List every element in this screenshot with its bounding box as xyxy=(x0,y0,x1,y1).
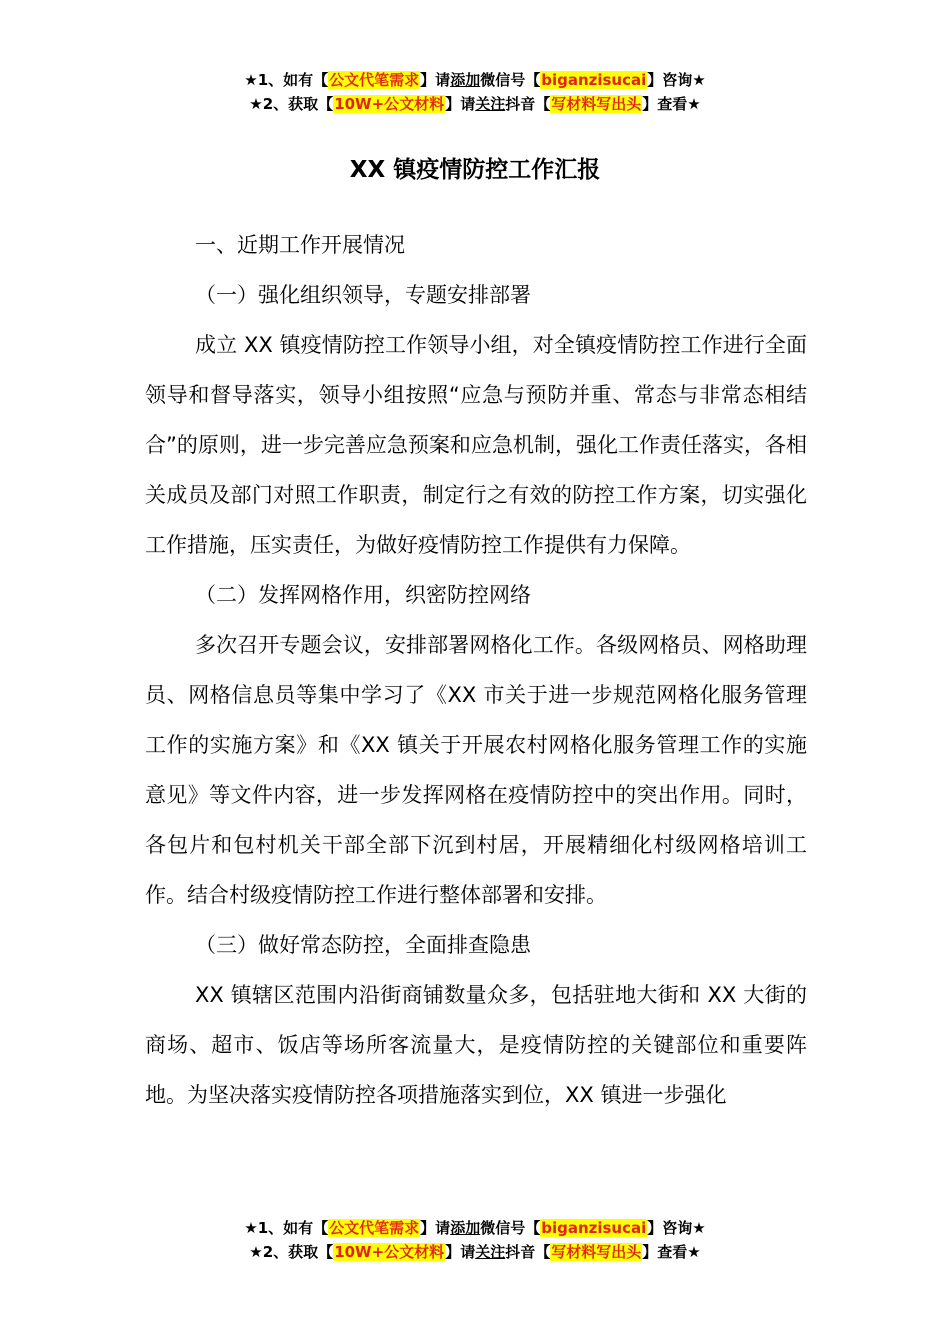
document-body xyxy=(145,220,807,1120)
banner-highlight: biganzisucai xyxy=(541,1219,647,1237)
banner-line-2 xyxy=(0,1240,950,1264)
banner-highlight: 公文代笔需求 xyxy=(329,1219,420,1237)
banner-highlight: 写材料写出头 xyxy=(551,95,642,113)
subsection-heading: （二）发挥网格作用，织密防控网络 xyxy=(194,583,531,607)
subsection-heading: （三）做好常态防控，全面排查隐患 xyxy=(194,933,531,957)
banner-text: 】查看★ xyxy=(642,95,701,113)
body-paragraph: 成立 XX 镇疫情防控工作领导小组，对全镇疫情防控工作进行全面领导和督导落实，领导小组按照“应急与预防并重、常态与非常态相结合”的原则，进一步完善应急预案和应急机制，强化工作责任落实，各相关成员及部门对照工作职责，制定行之有效的防控工作方案，切实强化工作措施，压实责任，为做好疫情防控工作提供有力保障。 xyxy=(145,333,807,557)
banner-text: 】请 xyxy=(445,95,476,113)
banner-underlined-text: 添加 xyxy=(450,1219,481,1237)
banner-text: ★2、获取【 xyxy=(249,1243,334,1261)
banner-line-1 xyxy=(0,1216,950,1240)
section-heading: 一、近期工作开展情况 xyxy=(194,233,405,257)
banner-line-1 xyxy=(0,68,950,92)
banner-text: 】查看★ xyxy=(642,1243,701,1261)
footer-banner xyxy=(0,1216,950,1264)
banner-text: ★2、获取【 xyxy=(249,95,334,113)
banner-text: ★1、如有【 xyxy=(244,71,329,89)
banner-text: 】请 xyxy=(445,1243,476,1261)
banner-text: ★1、如有【 xyxy=(244,1219,329,1237)
banner-text: 】请 xyxy=(420,1219,451,1237)
banner-highlight: 写材料写出头 xyxy=(551,1243,642,1261)
banner-underlined-text: 关注 xyxy=(475,1243,506,1261)
body-paragraph: XX 镇辖区范围内沿街商铺数量众多，包括驻地大街和 XX 大街的商场、超市、饭店等场所客流量大，是疫情防控的关键部位和重要阵地。为坚决落实疫情防控各项措施落实到位，XX 镇进一步强化 xyxy=(145,983,807,1107)
header-banner xyxy=(0,68,950,116)
banner-highlight: 公文代笔需求 xyxy=(329,71,420,89)
document-title: XX 镇疫情防控工作汇报 xyxy=(349,157,601,183)
banner-text: 微信号【 xyxy=(480,1219,541,1237)
banner-text: 】咨询★ xyxy=(647,71,706,89)
subsection-heading: （一）强化组织领导，专题安排部署 xyxy=(194,283,531,307)
banner-highlight: 10W+公文材料 xyxy=(334,95,445,113)
banner-text: 】咨询★ xyxy=(647,1219,706,1237)
banner-underlined-text: 添加 xyxy=(450,71,481,89)
banner-underlined-text: 关注 xyxy=(475,95,506,113)
banner-highlight: biganzisucai xyxy=(541,71,647,89)
banner-text: 微信号【 xyxy=(480,71,541,89)
banner-highlight: 10W+公文材料 xyxy=(334,1243,445,1261)
banner-line-2 xyxy=(0,92,950,116)
banner-text: 抖音【 xyxy=(505,95,551,113)
banner-text: 抖音【 xyxy=(505,1243,551,1261)
body-paragraph: 多次召开专题会议，安排部署网格化工作。各级网格员、网格助理员、网格信息员等集中学习了《XX 市关于进一步规范网格化服务管理工作的实施方案》和《XX 镇关于开展农村网格化服务管理工作的实施意见》等文件内容，进一步发挥网格在疫情防控中的突出作用。同时，各包片和包村机关干部全部下沉到村居，开展精细化村级网格培训工作。结合村级疫情防控工作进行整体部署和安排。 xyxy=(145,633,807,907)
banner-text: 】请 xyxy=(420,71,451,89)
